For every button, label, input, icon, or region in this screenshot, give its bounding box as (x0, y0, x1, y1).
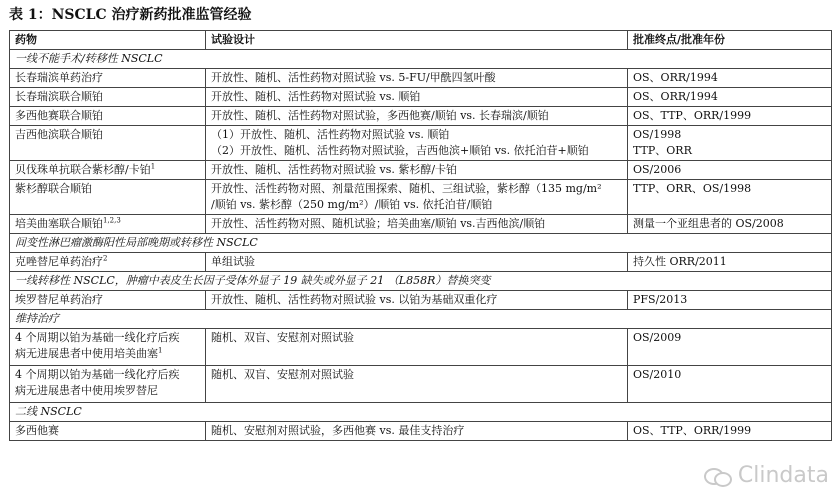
drug-cell (10, 180, 206, 215)
drug-text: 病无进展患者中使用埃罗替尼 (15, 384, 158, 397)
drug-line (15, 330, 200, 346)
table-row (10, 88, 832, 107)
footnote-ref: 1 (150, 162, 156, 171)
design-cell (206, 69, 628, 88)
header-drug: 药物 (10, 31, 206, 50)
design-cell (206, 126, 628, 161)
endpoint-cell (628, 107, 832, 126)
table-row (10, 215, 832, 234)
footnote-ref: 2 (103, 254, 108, 263)
endpoint-line: OS/2006 (633, 163, 682, 176)
design-cell (206, 107, 628, 126)
drug-cell (10, 366, 206, 403)
endpoint-cell (628, 291, 832, 310)
table-row (10, 107, 832, 126)
design-line: 开放性、随机、活性药物对照试验 vs. 紫杉醇/卡铂 (211, 163, 458, 176)
design-cell (206, 291, 628, 310)
design-line: （2）开放性、随机、活性药物对照试验，吉西他滨+顺铂 vs. 依托泊苷+顺铂 (211, 144, 589, 157)
drug-text: 埃罗替尼单药治疗 (15, 293, 103, 306)
endpoint-line: OS、ORR/1994 (633, 90, 718, 103)
footnote-ref: 1 (158, 346, 163, 355)
endpoint-cell (628, 329, 832, 366)
drug-cell (10, 422, 206, 441)
table-row (10, 253, 832, 272)
section-row (10, 272, 832, 291)
design-cell (206, 329, 628, 366)
drug-cell (10, 161, 206, 180)
drug-text: 多西他赛联合顺铂 (15, 109, 103, 122)
footnote-ref: 1,2,3 (103, 216, 121, 225)
drug-text: 长春瑞滨联合顺铂 (15, 90, 103, 103)
design-cell (206, 215, 628, 234)
drug-cell (10, 69, 206, 88)
section-label: 间变性淋巴瘤激酶阳性局部晚期或转移性 NSCLC (10, 234, 832, 253)
design-cell (206, 253, 628, 272)
endpoint-cell (628, 253, 832, 272)
table-row (10, 161, 832, 180)
drug-cell (10, 215, 206, 234)
table-header-row (10, 31, 832, 50)
endpoint-cell (628, 88, 832, 107)
design-line: （1）开放性、随机、活性药物对照试验 vs. 顺铂 (211, 128, 450, 141)
endpoint-line: 测量一个亚组患者的 OS/2008 (633, 217, 784, 230)
endpoint-line: OS/2009 (633, 331, 682, 344)
endpoint-cell (628, 161, 832, 180)
endpoint-cell (628, 69, 832, 88)
section-label: 二线 NSCLC (10, 403, 832, 422)
table-body (10, 50, 832, 441)
approval-table (9, 30, 832, 441)
drug-text: 4 个周期以铂为基础一线化疗后疾 (15, 331, 180, 344)
drug-cell (10, 88, 206, 107)
drug-cell (10, 291, 206, 310)
design-cell (206, 161, 628, 180)
drug-text: 吉西他滨联合顺铂 (15, 128, 103, 141)
header-design: 试验设计 (206, 31, 628, 50)
drug-cell (10, 253, 206, 272)
endpoint-line: OS、TTP、ORR/1999 (633, 109, 752, 122)
table-row (10, 180, 832, 215)
section-row (10, 50, 832, 69)
section-row (10, 403, 832, 422)
header-endpoint: 批准终点/批准年份 (628, 31, 832, 50)
design-line: 开放性、随机、活性药物对照试验 vs. 顺铂 (211, 90, 421, 103)
drug-text: 病无进展患者中使用培美曲塞 (15, 347, 158, 360)
design-cell (206, 366, 628, 403)
table-row (10, 69, 832, 88)
drug-line (15, 367, 200, 383)
section-label: 一线不能手术/转移性 NSCLC (10, 50, 832, 69)
endpoint-line: PFS/2013 (633, 293, 688, 306)
design-line: 开放性、活性药物对照、随机试验；培美曲塞/顺铂 vs.吉西他滨/顺铂 (211, 217, 546, 230)
endpoint-cell (628, 126, 832, 161)
table-row (10, 126, 832, 161)
watermark-text: Clindata (737, 463, 829, 488)
section-row (10, 234, 832, 253)
section-label: 维持治疗 (10, 310, 832, 329)
drug-text: 长春瑞滨单药治疗 (15, 71, 103, 84)
design-line: 开放性、随机、活性药物对照试验 vs. 以铂为基础双重化疗 (211, 293, 498, 306)
drug-line (15, 383, 200, 399)
drug-cell (10, 329, 206, 366)
design-line: 随机、双盲、安慰剂对照试验 (211, 368, 354, 381)
section-row (10, 310, 832, 329)
endpoint-line: 持久性 ORR/2011 (633, 255, 727, 268)
design-line: /顺铂 vs. 紫杉醇（250 mg/m²）/顺铂 vs. 依托泊苷/顺铂 (211, 198, 493, 211)
table-row (10, 329, 832, 366)
drug-cell (10, 126, 206, 161)
endpoint-cell (628, 215, 832, 234)
endpoint-line: OS、TTP、ORR/1999 (633, 424, 752, 437)
endpoint-cell (628, 180, 832, 215)
endpoint-cell (628, 366, 832, 403)
design-cell (206, 422, 628, 441)
watermark (704, 463, 829, 488)
design-line: 开放性、随机、活性药物对照试验 vs. 5-FU/甲酰四氢叶酸 (211, 71, 496, 84)
drug-cell (10, 107, 206, 126)
drug-text: 克唑替尼单药治疗 (15, 255, 103, 268)
section-label: 一线转移性 NSCLC，肿瘤中表皮生长因子受体外显子 19 缺失或外显子 21 （L858R）替换突变 (10, 272, 832, 291)
drug-text: 贝伐珠单抗联合紫杉醇/卡铂 (15, 163, 151, 176)
design-cell (206, 180, 628, 215)
table-title: 表 1：NSCLC 治疗新药批准监管经验 (9, 7, 252, 23)
design-line: 随机、安慰剂对照试验，多西他赛 vs. 最佳支持治疗 (211, 424, 465, 437)
endpoint-line: OS/1998 (633, 128, 682, 141)
table-row (10, 422, 832, 441)
table-row (10, 366, 832, 403)
drug-text: 多西他赛 (15, 424, 59, 437)
design-line: 随机、双盲、安慰剂对照试验 (211, 331, 354, 344)
endpoint-line: TTP、ORR、OS/1998 (633, 182, 752, 195)
design-cell (206, 88, 628, 107)
endpoint-line: OS/2010 (633, 368, 682, 381)
drug-text: 培美曲塞联合顺铂 (15, 217, 103, 230)
design-line: 开放性、活性药物对照、剂量范围探索、随机、三组试验，紫杉醇（135 mg/m² (211, 182, 602, 195)
drug-text: 4 个周期以铂为基础一线化疗后疾 (15, 368, 180, 381)
drug-text: 紫杉醇联合顺铂 (15, 182, 92, 195)
endpoint-cell (628, 422, 832, 441)
design-line: 开放性、随机、活性药物对照试验，多西他赛/顺铂 vs. 长春瑞滨/顺铂 (211, 109, 549, 122)
drug-line (15, 346, 200, 362)
wechat-icon (704, 466, 732, 486)
endpoint-line: OS、ORR/1994 (633, 71, 718, 84)
table-row (10, 291, 832, 310)
design-line: 单组试验 (211, 255, 255, 268)
endpoint-line: TTP、ORR (633, 144, 692, 157)
